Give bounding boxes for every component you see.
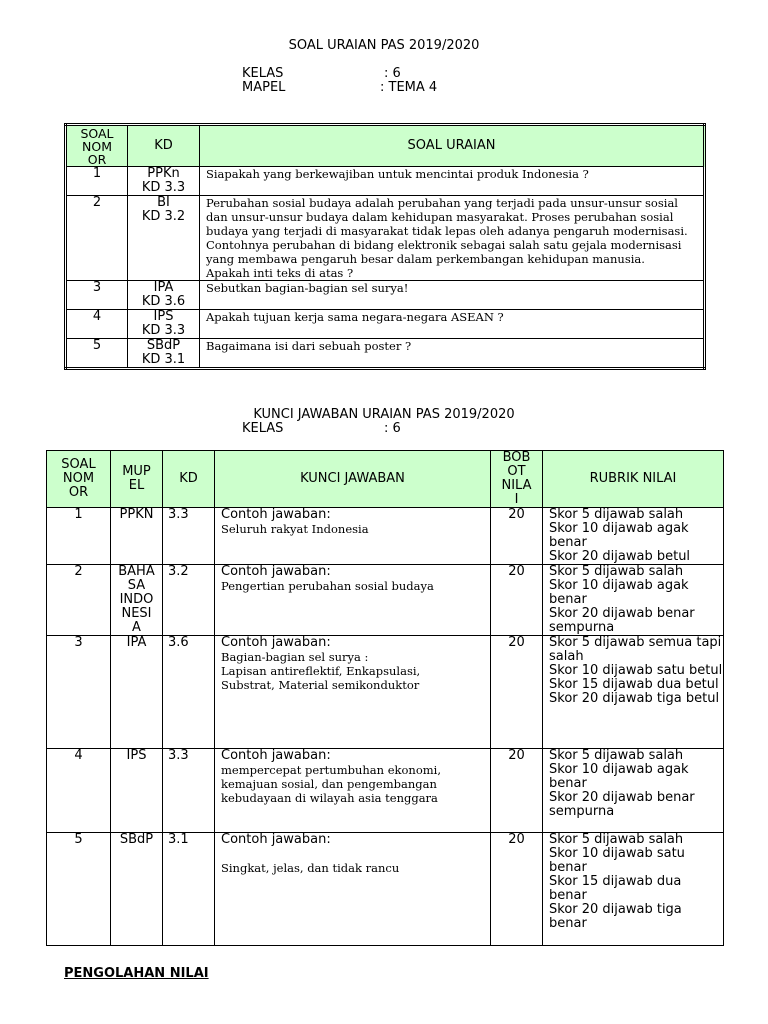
row-number: 3 [47, 636, 111, 749]
row-number: 1 [66, 167, 128, 196]
row-answer [215, 749, 491, 833]
header-soal-nomor: SOAL NOM OR [66, 125, 128, 167]
row-bobot: 20 [491, 565, 543, 636]
header-kd: KD [128, 125, 200, 167]
kunci-kelas-label: KELAS [242, 421, 284, 436]
table-row [47, 565, 724, 636]
soal-table-header [66, 125, 705, 167]
table-row [66, 310, 705, 339]
row-number: 3 [66, 281, 128, 310]
table-row [47, 508, 724, 565]
row-kd: 3.1 [163, 833, 215, 946]
row-kd: 3.2 [163, 565, 215, 636]
row-kd: IPS KD 3.3 [128, 310, 200, 339]
answer-text: Pengertian perubahan sosial budaya [221, 579, 434, 593]
row-kd: PPKn KD 3.3 [128, 167, 200, 196]
row-question: Perubahan sosial budaya adalah perubahan yang terjadi pada unsur-unsur sosial dan unsur-unsur budaya dalam kehidupan masyarakat. Proses perubahan sosial budaya yang terjadi di masyarakat tidak lepas oleh adanya pengaruh modernisasi. Contohnya perubahan di bidang elektronik sebagai salah satu gejala modernisasi yang membawa pengaruh besar dalam perkembangan kehidupan manusia. Apakah inti teks di atas ? [200, 196, 705, 281]
row-question: Bagaimana isi dari sebuah poster ? [200, 339, 705, 369]
row-answer [215, 508, 491, 565]
row-question: Siapakah yang berkewajiban untuk mencintai produk Indonesia ? [200, 167, 705, 196]
header-kd: KD [163, 451, 215, 508]
row-number: 1 [47, 508, 111, 565]
row-kd: 3.3 [163, 749, 215, 833]
kunci-table-header [47, 451, 724, 508]
row-rubrik: Skor 5 dijawab semua tapi salah Skor 10 dijawab satu betul Skor 15 dijawab dua betul Skor 20 dijawab tiga betul [543, 636, 724, 749]
row-number: 2 [66, 196, 128, 281]
row-bobot: 20 [491, 833, 543, 946]
mapel-value: : TEMA 4 [380, 80, 438, 95]
answer-prefix: Contoh jawaban: [221, 635, 331, 650]
header-kunci-jawaban: KUNCI JAWABAN [215, 451, 491, 508]
kunci-title: KUNCI JAWABAN URAIAN PAS 2019/2020 [253, 407, 515, 422]
row-bobot: 20 [491, 636, 543, 749]
row-rubrik: Skor 5 dijawab salah Skor 10 dijawab agak benar Skor 20 dijawab benar sempurna [543, 565, 724, 636]
row-kd: SBdP KD 3.1 [128, 339, 200, 369]
row-mapel: SBdP [111, 833, 163, 946]
table-row [66, 196, 705, 281]
row-mapel: IPS [111, 749, 163, 833]
row-kd: IPA KD 3.6 [128, 281, 200, 310]
row-bobot: 20 [491, 749, 543, 833]
row-bobot: 20 [491, 508, 543, 565]
answer-text: Seluruh rakyat Indonesia [221, 522, 369, 536]
row-answer [215, 833, 491, 946]
row-answer [215, 565, 491, 636]
table-row [66, 281, 705, 310]
row-rubrik: Skor 5 dijawab salah Skor 10 dijawab satu benar Skor 15 dijawab dua benar Skor 20 dijawab tiga benar [543, 833, 724, 946]
kunci-kelas-value: : 6 [384, 421, 401, 436]
row-rubrik: Skor 5 dijawab salah Skor 10 dijawab agak benar Skor 20 dijawab benar sempurna [543, 749, 724, 833]
table-row [47, 636, 724, 749]
header-mapel: MUP EL [111, 451, 163, 508]
answer-text: mempercepat pertumbuhan ekonomi, kemajuan sosial, dan pengembangan kebudayaan di wilayah asia tenggara [221, 763, 441, 805]
kelas-label: KELAS [242, 66, 284, 81]
answer-prefix: Contoh jawaban: [221, 832, 331, 847]
row-question: Apakah tujuan kerja sama negara-negara ASEAN ? [200, 310, 705, 339]
kelas-value: : 6 [384, 66, 401, 81]
table-row [47, 749, 724, 833]
header-soal-uraian: SOAL URAIAN [200, 125, 705, 167]
row-number: 4 [47, 749, 111, 833]
soal-table [64, 123, 706, 370]
row-answer [215, 636, 491, 749]
mapel-label: MAPEL [242, 80, 286, 95]
row-rubrik: Skor 5 dijawab salah Skor 10 dijawab agak benar Skor 20 dijawab betul [543, 508, 724, 565]
row-number: 5 [47, 833, 111, 946]
header-soal-nomor: SOAL NOM OR [47, 451, 111, 508]
row-mapel: IPA [111, 636, 163, 749]
table-row [47, 833, 724, 946]
row-question: Sebutkan bagian-bagian sel surya! [200, 281, 705, 310]
answer-text: Singkat, jelas, dan tidak rancu [221, 861, 400, 875]
row-number: 4 [66, 310, 128, 339]
answer-prefix: Contoh jawaban: [221, 748, 331, 763]
answer-text: Bagian-bagian sel surya : Lapisan antireflektif, Enkapsulasi, Substrat, Material semikonduktor [221, 650, 421, 692]
row-kd: 3.3 [163, 508, 215, 565]
row-number: 5 [66, 339, 128, 369]
pengolahan-nilai-heading: PENGOLAHAN NILAI [64, 966, 209, 981]
row-kd: 3.6 [163, 636, 215, 749]
document-title: SOAL URAIAN PAS 2019/2020 [288, 38, 480, 53]
table-row [66, 167, 705, 196]
answer-prefix: Contoh jawaban: [221, 564, 331, 579]
row-mapel: BAHA SA INDO NESI A [111, 565, 163, 636]
header-bobot-nilai: BOB OT NILA I [491, 451, 543, 508]
kunci-table [46, 450, 724, 946]
row-kd: BI KD 3.2 [128, 196, 200, 281]
table-row [66, 339, 705, 369]
row-mapel: PPKN [111, 508, 163, 565]
header-rubrik-nilai: RUBRIK NILAI [543, 451, 724, 508]
answer-prefix: Contoh jawaban: [221, 507, 331, 522]
row-number: 2 [47, 565, 111, 636]
